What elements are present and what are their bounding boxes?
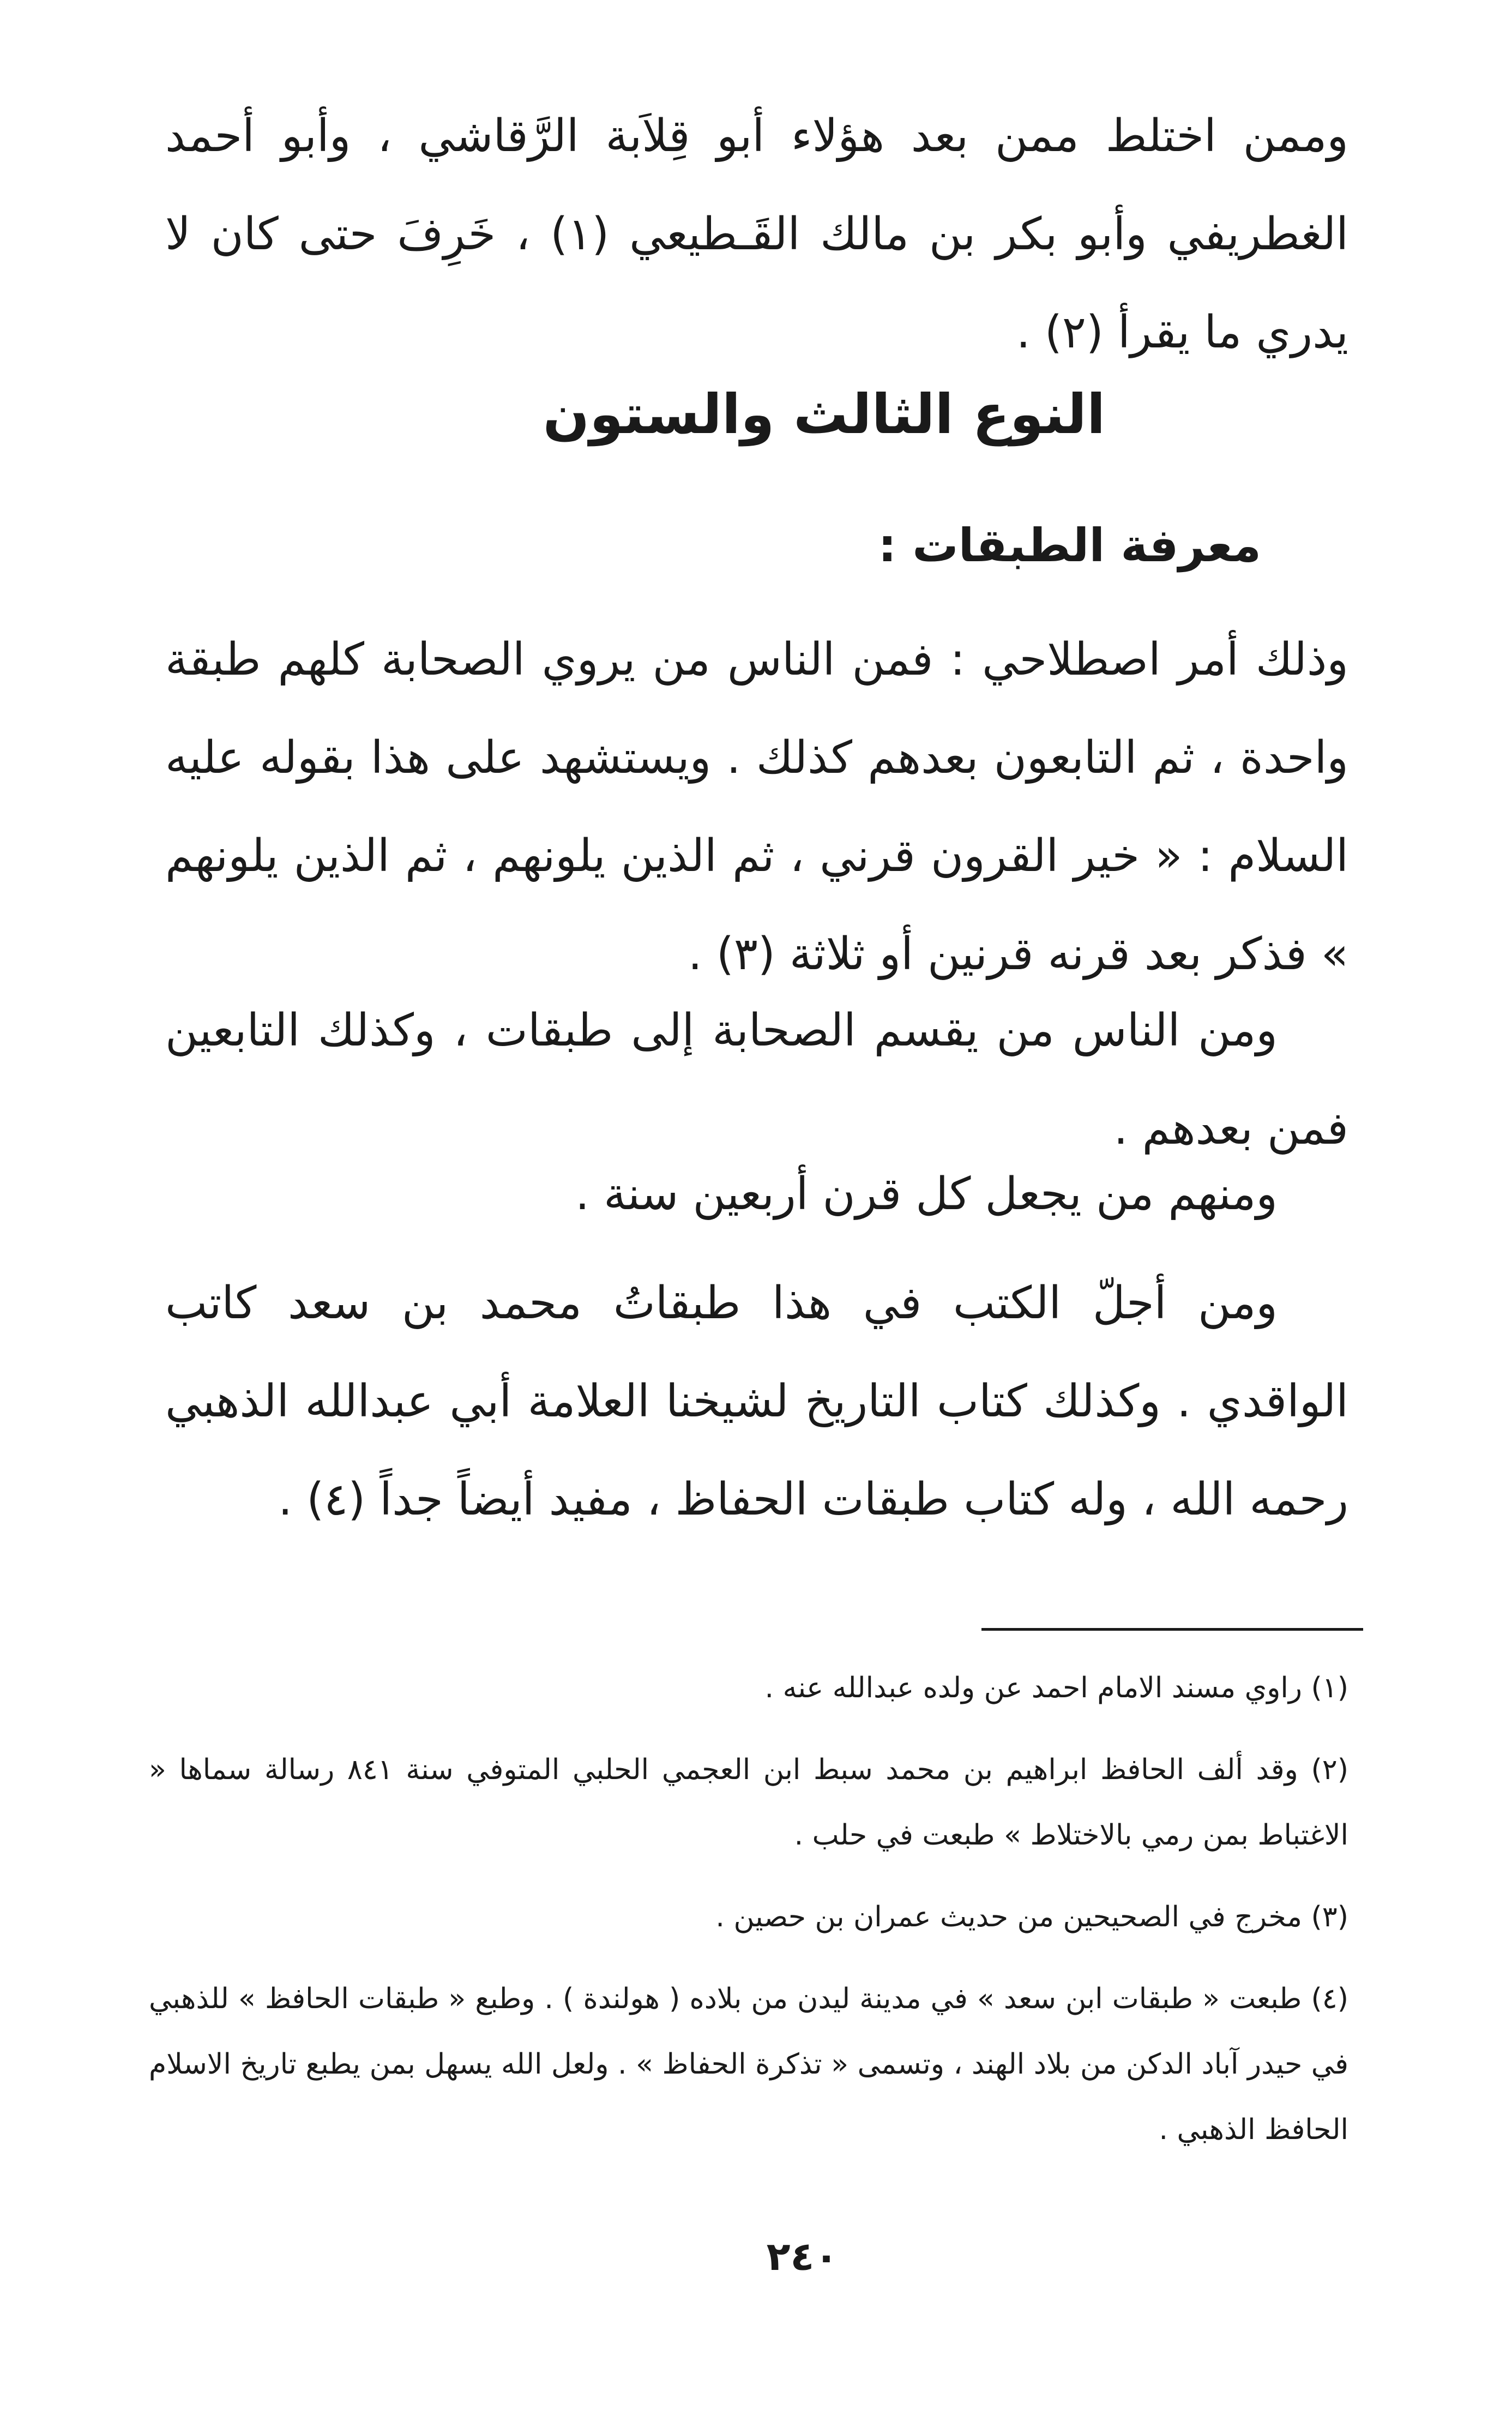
footnote-2: (٢) وقد ألف الحافظ ابراهيم بن محمد سبط ابن العجمي الحلبي المتوفي سنة ٨٤١ رسالة سماها « الاغتباط بمن رمي بالاختلاط » طبعت في حلب . <box>149 1753 1348 1852</box>
paragraph-companions-division: ومن الناس من يقسم الصحابة إلى طبقات ، وكذلك التابعين فمن بعدهم . <box>165 1005 1348 1155</box>
footnote-1: (١) راوي مسند الامام احمد عن ولده عبدالله عنه . <box>764 1672 1348 1704</box>
paragraph-best-books: ومن أجلّ الكتب في هذا طبقاتُ محمد بن سعد كاتب الواقدي . وكذلك كتاب التاريخ لشيخنا العلامة أبي عبدالله الذهبي رحمه الله ، وله كتاب طبقات الحفاظ ، مفيد أيضاً جداً (٤) . <box>165 1277 1348 1525</box>
page-number: ٢٤٠ <box>766 2233 839 2279</box>
footnote-divider <box>981 1628 1363 1631</box>
paragraph-forty-years: ومنهم من يجعل كل قرن أربعين سنة . <box>575 1168 1278 1220</box>
footnotes-section <box>149 1655 1348 2179</box>
chapter-heading: النوع الثالث والستون <box>543 382 1106 446</box>
footnote-3: (٣) مخرج في الصحيحين من حديث عمران بن حصين . <box>715 1901 1348 1933</box>
intro-paragraph: وممن اختلط ممن بعد هؤلاء أبو قِلاَبة الرَّقاشي ، وأبو أحمد الغطريفي وأبو بكر بن مالك القَـطيعي (١) ، خَرِفَ حتى كان لا يدري ما يقرأ (٢) . <box>165 110 1348 358</box>
section-subheading: معرفة الطبقات : <box>878 519 1261 572</box>
footnote-4: (٤) طبعت « طبقات ابن سعد » في مدينة ليدن من بلاده ( هولندة ) . وطبع « طبقات الحافظ » للذهبي في حيدر آباد الدكن من بلاد الهند ، وتسمى « تذكرة الحفاظ » . ولعل الله يسهل بمن يطبع تاريخ الاسلام الحافظ الذهبي . <box>149 1983 1348 2146</box>
paragraph-tabaqat-definition: وذلك أمر اصطلاحي : فمن الناس من يروي الصحابة كلهم طبقة واحدة ، ثم التابعون بعدهم كذلك . ويستشهد على هذا بقوله عليه السلام : « خير القرون قرني ، ثم الذين يلونهم ، ثم الذين يلونهم » فذكر بعد قرنه قرنين أو ثلاثة (٣) . <box>165 634 1348 980</box>
